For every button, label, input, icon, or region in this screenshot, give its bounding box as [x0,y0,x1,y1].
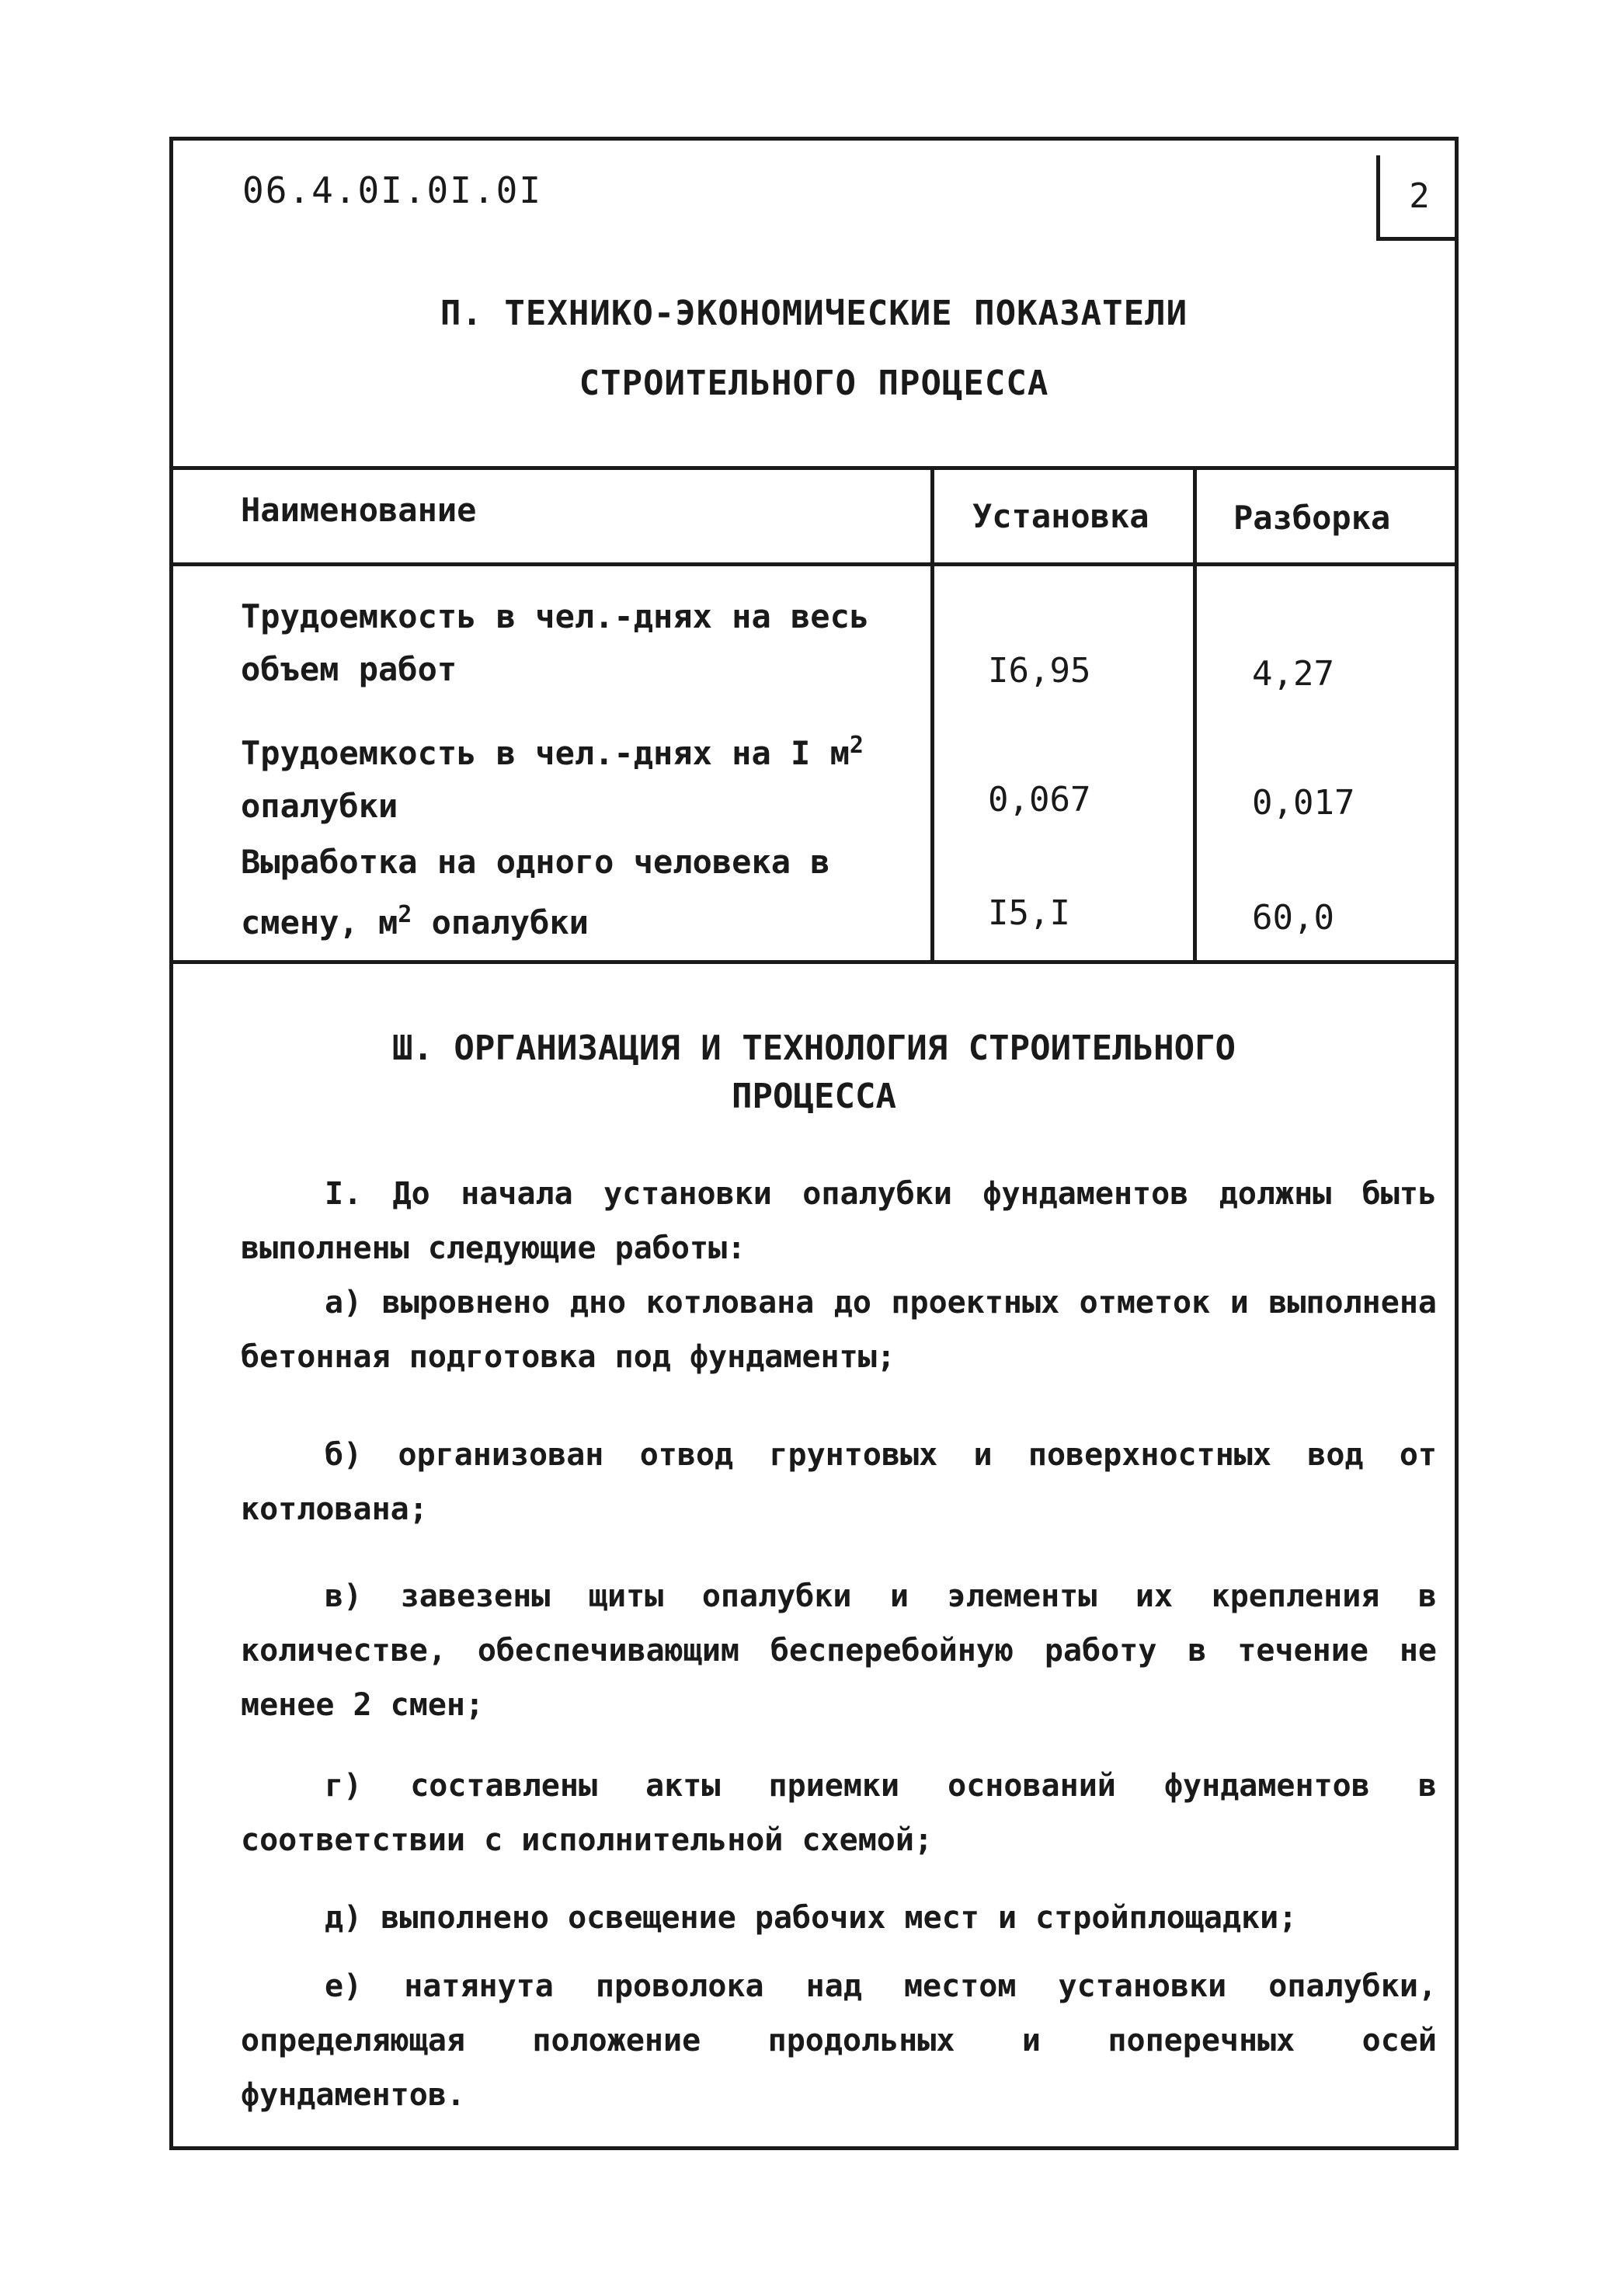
table-top-rule [169,466,1459,470]
paragraph-b: б) организован отвод грунтовых и поверхностных вод от котлована; [241,1437,1437,1527]
table-row-1-dismantle: 4,27 [1252,654,1334,694]
table-row-2-name: Трудоемкость в чел.-днях на I $м^2$ опалубки [241,732,864,825]
column-header-dismantle: Разборка [1233,499,1391,537]
paragraph-a: а) выровнено дно котлована до проектных отметок и выполнена бетонная подготовка под фундаменты; [241,1285,1437,1375]
table-col-divider-1 [930,466,934,960]
paragraph-e: д) выполнено освещение рабочих мест и стройплощадки; [325,1900,1298,1936]
section2-title-line2: СТРОИТЕЛЬНОГО ПРОЦЕССА [579,364,1049,403]
table-header-rule [169,562,1459,566]
table-row-3-install: I5,I [988,893,1070,933]
page-number: 2 [1409,176,1430,216]
paragraph-d: г) составлены акты приемки оснований фундаментов в соответствии с исполнительной схемой; [241,1768,1437,1858]
column-header-install: Установка [972,497,1149,535]
table-bottom-rule [169,960,1459,964]
table-row-3-dismantle: 60,0 [1252,898,1334,938]
section3-title-line1: Ш. ОРГАНИЗАЦИЯ И ТЕХНОЛОГИЯ СТРОИТЕЛЬНОГО [391,1028,1236,1068]
section2-title-line1: П. ТЕХНИКО-ЭКОНОМИЧЕСКИЕ ПОКАЗАТЕЛИ [440,294,1188,333]
column-header-name: Наименование [241,491,477,529]
paragraph-c: в) завезены щиты опалубки и элементы их крепления в количестве, обеспечивающим бесперебойную работу в течение не менее 2 смен; [241,1578,1437,1723]
table-row-1-install: I6,95 [988,651,1091,691]
section3-title-line2: ПРОЦЕССА [732,1077,896,1116]
paragraph-1: I. До начала установки опалубки фундаментов должны быть выполнены следующие работы: [241,1176,1437,1266]
table-col-divider-2 [1193,466,1197,960]
paragraph-f: е) натянута проволока над местом установки опалубки, определяющая положение продольных и поперечных осей фундаментов. [241,1968,1437,2113]
page-number-box [1376,155,1459,241]
table-row-1-name: Трудоемкость в чел.-днях на весь объем работ [241,597,870,688]
table-row-2-install: 0,067 [988,780,1091,820]
table-row-3-name: Выработка на одного человека в смену, $м^2$ опалубки [241,843,830,941]
document-code: 06.4.0I.0I.0I [242,169,543,211]
table-row-2-dismantle: 0,017 [1252,783,1355,823]
